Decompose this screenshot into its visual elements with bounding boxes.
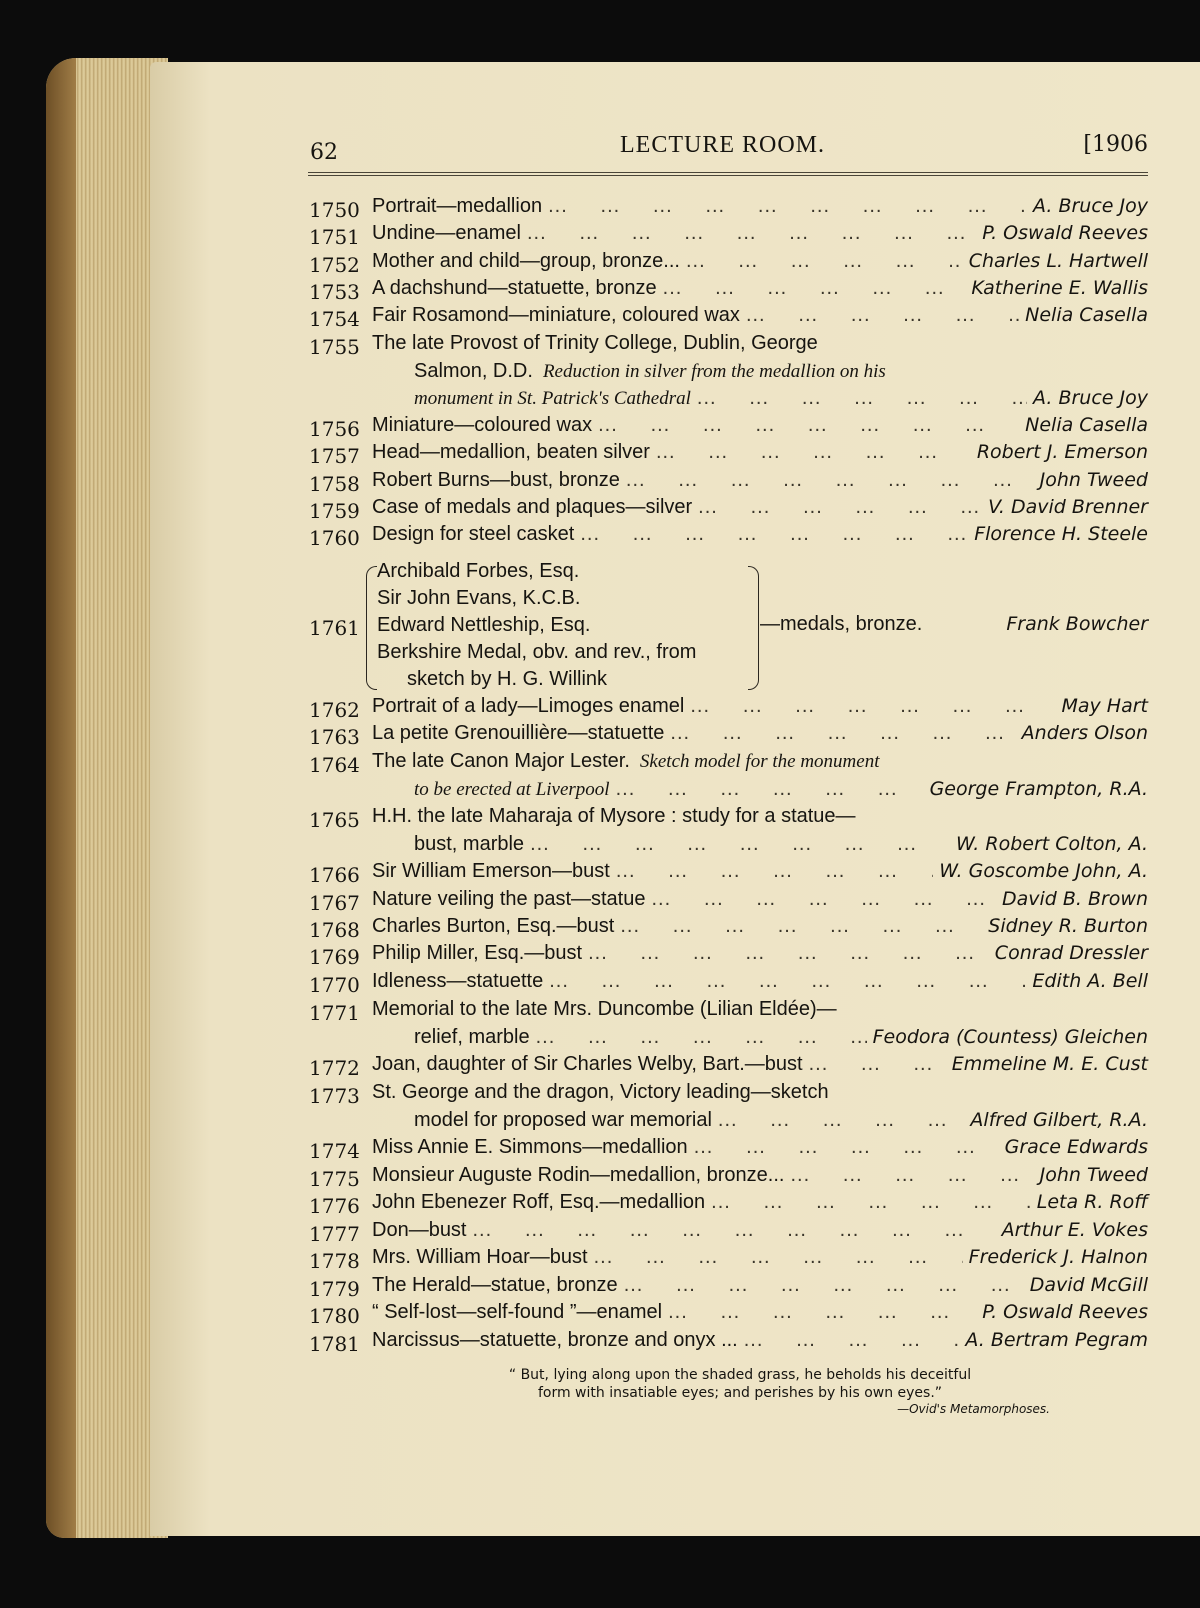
entry-artist: W. Robert Colton, A.: [956, 833, 1148, 855]
entry-artist: Edith A. Bell: [1032, 970, 1148, 992]
leader-dots: [718, 1107, 965, 1134]
leader-dots: [588, 940, 989, 967]
entry-title: “ Self-lost—self-found ”—enamel: [372, 1301, 663, 1323]
entry-line: [372, 803, 1148, 830]
entry-line: [372, 1217, 1148, 1244]
entry-line: [414, 776, 1148, 803]
entry-title: model for proposed war memorial: [414, 1109, 712, 1131]
leader-dots: [616, 858, 933, 885]
entry-artist: P. Oswald Reeves: [982, 222, 1148, 244]
entry-title: Memorial to the late Mrs. Duncombe (Lilian Eldée)—: [372, 998, 837, 1020]
group-item: Edward Nettleship, Esq.: [377, 614, 591, 636]
entry-artist: Charles L. Hartwell: [968, 250, 1148, 272]
entry-artist: Arthur E. Vokes: [1001, 1219, 1148, 1241]
entry-artist: P. Oswald Reeves: [982, 1301, 1148, 1323]
entry-number: 1768: [309, 918, 360, 942]
entry-line: [414, 358, 1148, 385]
entry-line: [372, 1272, 1148, 1299]
entry-number: 1762: [309, 698, 360, 722]
entry-artist: Feodora (Countess) Gleichen: [872, 1026, 1148, 1048]
entry-artist: May Hart: [1061, 695, 1148, 717]
leader-dots: [616, 776, 924, 803]
entry-number: 1772: [309, 1056, 360, 1080]
entry-artist: Sidney R. Burton: [988, 915, 1148, 937]
entry-number: 1774: [309, 1139, 360, 1163]
entry-number: 1779: [309, 1277, 360, 1301]
entry-number: 1764: [309, 753, 360, 777]
entry-line: [372, 412, 1148, 439]
entry-line: [372, 968, 1148, 995]
entry-number: 1753: [309, 280, 360, 304]
page-number: 62: [310, 140, 338, 165]
entry-artist: Katherine E. Wallis: [971, 277, 1148, 299]
entry-number: 1751: [309, 225, 360, 249]
entry-number: 1760: [309, 526, 360, 550]
entry-title: Don—bust: [372, 1219, 467, 1241]
entry-title: Philip Miller, Esq.—bust: [372, 942, 583, 964]
entry-line: [372, 1327, 1148, 1354]
entry-note: monument in St. Patrick's Cathedral: [414, 388, 691, 409]
entry-line: [372, 1134, 1148, 1161]
entry-title: Undine—enamel: [372, 222, 521, 244]
entry-number: 1769: [309, 945, 360, 969]
entry-line: [372, 1189, 1148, 1216]
entry-artist: A. Bruce Joy: [1033, 387, 1148, 409]
entry-number: 1766: [309, 863, 360, 887]
entry-line: [372, 248, 1148, 275]
entry-title: The late Canon Major Lester.: [372, 750, 630, 772]
entry-number: 1750: [309, 198, 360, 222]
entry-number: 1763: [309, 725, 360, 749]
leader-dots: [652, 886, 996, 913]
entry-number: 1765: [309, 808, 360, 832]
entry-artist: David McGill: [1029, 1274, 1148, 1296]
leader-dots: [549, 968, 1026, 995]
leader-dots: [711, 1189, 1031, 1216]
entry-line: [372, 302, 1148, 329]
leader-dots: [690, 693, 1055, 720]
leader-dots: [663, 275, 966, 302]
entry-title: Robert Burns—bust, bronze: [372, 469, 620, 491]
entry-title: Miss Annie E. Simmons—medallion: [372, 1136, 688, 1158]
epigraph-line: form with insatiable eyes; and perishes by his own eyes.”: [537, 1385, 943, 1401]
leader-dots: [530, 831, 950, 858]
entry-title: Mrs. William Hoar—bust: [372, 1246, 588, 1268]
entry-number: 1758: [309, 472, 360, 496]
entry-artist: Florence H. Steele: [974, 523, 1148, 545]
entry-artist: Frank Bowcher: [1006, 613, 1148, 635]
entry-line: [372, 693, 1148, 720]
entry-title: bust, marble: [414, 833, 525, 855]
entry-title: Miniature—coloured wax: [372, 414, 593, 436]
entry-title: Case of medals and plaques—silver: [372, 496, 693, 518]
entry-number: 1752: [309, 253, 360, 277]
entry-line: [372, 886, 1148, 913]
entry-title: The late Provost of Trinity College, Dublin, George: [372, 332, 818, 354]
entry-line: [372, 494, 1148, 521]
entry-line: [372, 858, 1148, 885]
entry-title: Monsieur Auguste Rodin—medallion, bronze...: [372, 1164, 785, 1186]
entry-title: Nature veiling the past—statue: [372, 888, 646, 910]
entry-line: [414, 1107, 1148, 1134]
leader-dots: [624, 1272, 1024, 1299]
entry-number: 1775: [309, 1167, 360, 1191]
entry-number: 1756: [309, 417, 360, 441]
entry-number: 1771: [309, 1001, 360, 1025]
entry-line: [372, 913, 1148, 940]
leader-dots: [670, 720, 1015, 747]
entry-line: [414, 1024, 1148, 1051]
entry-title: La petite Grenouillière—statuette: [372, 722, 665, 744]
entry-line: [372, 1079, 1148, 1106]
epigraph-source: —Ovid's Metamorphoses.: [897, 1402, 1050, 1416]
entry-artist: Leta R. Roff: [1036, 1191, 1148, 1213]
header-year: [1906: [1083, 132, 1148, 157]
entry-title: relief, marble: [414, 1026, 530, 1048]
entry-line: [372, 220, 1148, 247]
group-item: sketch by H. G. Willink: [407, 668, 608, 690]
entry-note: Reduction in silver from the medallion on his: [542, 361, 886, 382]
entry-title: Head—medallion, beaten silver: [372, 441, 650, 463]
entry-number: 1781: [309, 1332, 360, 1356]
entry-line: [414, 385, 1148, 412]
entry-title: Idleness—statuette: [372, 970, 544, 992]
entry-title: Portrait—medallion: [372, 195, 543, 217]
entry-number: 1767: [309, 891, 360, 915]
entry-title: Mother and child—group, bronze...: [372, 250, 680, 272]
entry-line: [372, 748, 1148, 775]
entry-title: A dachshund—statuette, bronze: [372, 277, 657, 299]
entry-title: Salmon, D.D.: [414, 360, 533, 382]
entry-artist: John Tweed: [1039, 469, 1148, 491]
entry-artist: John Tweed: [1039, 1164, 1148, 1186]
entry-artist: Conrad Dressler: [994, 942, 1148, 964]
group-item: Sir John Evans, K.C.B.: [377, 587, 581, 609]
entry-title: Fair Rosamond—miniature, coloured wax: [372, 304, 740, 326]
entry-number: 1776: [309, 1194, 360, 1218]
leader-dots: [527, 220, 976, 247]
entry-line: [372, 1244, 1148, 1271]
entry-artist: Frederick J. Halnon: [968, 1246, 1148, 1268]
entry-number: 1759: [309, 499, 360, 523]
entry-line: [372, 996, 1148, 1023]
entry-artist: V. David Brenner: [988, 496, 1148, 518]
entry-line: [372, 1051, 1148, 1078]
entry-line: [372, 521, 1148, 548]
leader-dots: [790, 1162, 1033, 1189]
entry-number: 1757: [309, 444, 360, 468]
leader-dots: [746, 302, 1019, 329]
leader-dots: [686, 248, 963, 275]
entry-line: [372, 275, 1148, 302]
entry-title: The Herald—statue, bronze: [372, 1274, 618, 1296]
leader-dots: [698, 494, 982, 521]
entry-line: [372, 439, 1148, 466]
entry-line: [372, 720, 1148, 747]
leader-dots: [580, 521, 968, 548]
leader-dots: [594, 1244, 963, 1271]
entry-title: Design for steel casket: [372, 523, 575, 545]
entry-title: St. George and the dragon, Victory leading—sketch: [372, 1081, 829, 1103]
leader-dots: [697, 385, 1027, 412]
entry-artist: W. Goscombe John, A.: [939, 860, 1148, 882]
entry-number: 1780: [309, 1304, 360, 1328]
entry-line: [372, 467, 1148, 494]
leader-dots: [668, 1299, 976, 1326]
entry-number: 1754: [309, 307, 360, 331]
leader-dots: [620, 913, 982, 940]
entry-line: [372, 1299, 1148, 1326]
entry-number: 1773: [309, 1084, 360, 1108]
entry-title: Narcissus—statuette, bronze and onyx ...: [372, 1329, 738, 1351]
entry-note: to be erected at Liverpool: [414, 779, 610, 800]
brace-left: [366, 566, 377, 690]
brace-right: [748, 566, 759, 690]
leader-dots: [809, 1051, 946, 1078]
leader-dots: [656, 439, 971, 466]
entry-artist: Nelia Casella: [1025, 414, 1148, 436]
entry-line: [372, 193, 1148, 220]
entry-number: 1770: [309, 973, 360, 997]
entry-artist: Alfred Gilbert, R.A.: [970, 1109, 1148, 1131]
entry-line: [372, 330, 1148, 357]
entry-artist: Emmeline M. E. Cust: [951, 1053, 1148, 1075]
entry-title: Charles Burton, Esq.—bust: [372, 915, 615, 937]
entry-artist: David B. Brown: [1001, 888, 1148, 910]
epigraph: [420, 1366, 1060, 1402]
entry-line: [372, 1162, 1148, 1189]
header-rule: [308, 172, 1148, 176]
group-item: Archibald Forbes, Esq.: [377, 560, 580, 582]
entry-artist: Grace Edwards: [1004, 1136, 1148, 1158]
entry-artist: Anders Olson: [1021, 722, 1148, 744]
leader-dots: [626, 467, 1034, 494]
group-item: Berkshire Medal, obv. and rev., from: [377, 641, 697, 663]
epigraph-line: “ But, lying along upon the shaded grass, he beholds his deceitful: [508, 1367, 972, 1383]
leader-dots: [694, 1134, 999, 1161]
entry-line: [414, 831, 1148, 858]
entry-line: [372, 940, 1148, 967]
entry-number: 1755: [309, 335, 360, 359]
group-suffix: —medals, bronze.: [760, 613, 923, 635]
leader-dots: [473, 1217, 996, 1244]
leader-dots: [744, 1327, 960, 1354]
entry-note: Sketch model for the monument: [639, 751, 880, 772]
entry-title: H.H. the late Maharaja of Mysore : study for a statue—: [372, 805, 856, 827]
entry-artist: A. Bruce Joy: [1033, 195, 1148, 217]
leader-dots: [598, 412, 1019, 439]
entry-artist: George Frampton, R.A.: [929, 778, 1148, 800]
entry-title: John Ebenezer Roff, Esq.—medallion: [372, 1191, 706, 1213]
running-title: LECTURE ROOM.: [620, 132, 825, 158]
entry-number: 1777: [309, 1222, 360, 1246]
leader-dots: [536, 1024, 867, 1051]
entry-number: 1778: [309, 1249, 360, 1273]
entry-title: Joan, daughter of Sir Charles Welby, Bart.—bust: [372, 1053, 803, 1075]
entry-artist: Robert J. Emerson: [976, 441, 1148, 463]
entry-title: Sir William Emerson—bust: [372, 860, 610, 882]
entry-title: Portrait of a lady—Limoges enamel: [372, 695, 685, 717]
entry-artist: A. Bertram Pegram: [965, 1329, 1148, 1351]
entry-artist: Nelia Casella: [1025, 304, 1148, 326]
entry-number: 1761: [309, 616, 360, 640]
leader-dots: [548, 193, 1027, 220]
